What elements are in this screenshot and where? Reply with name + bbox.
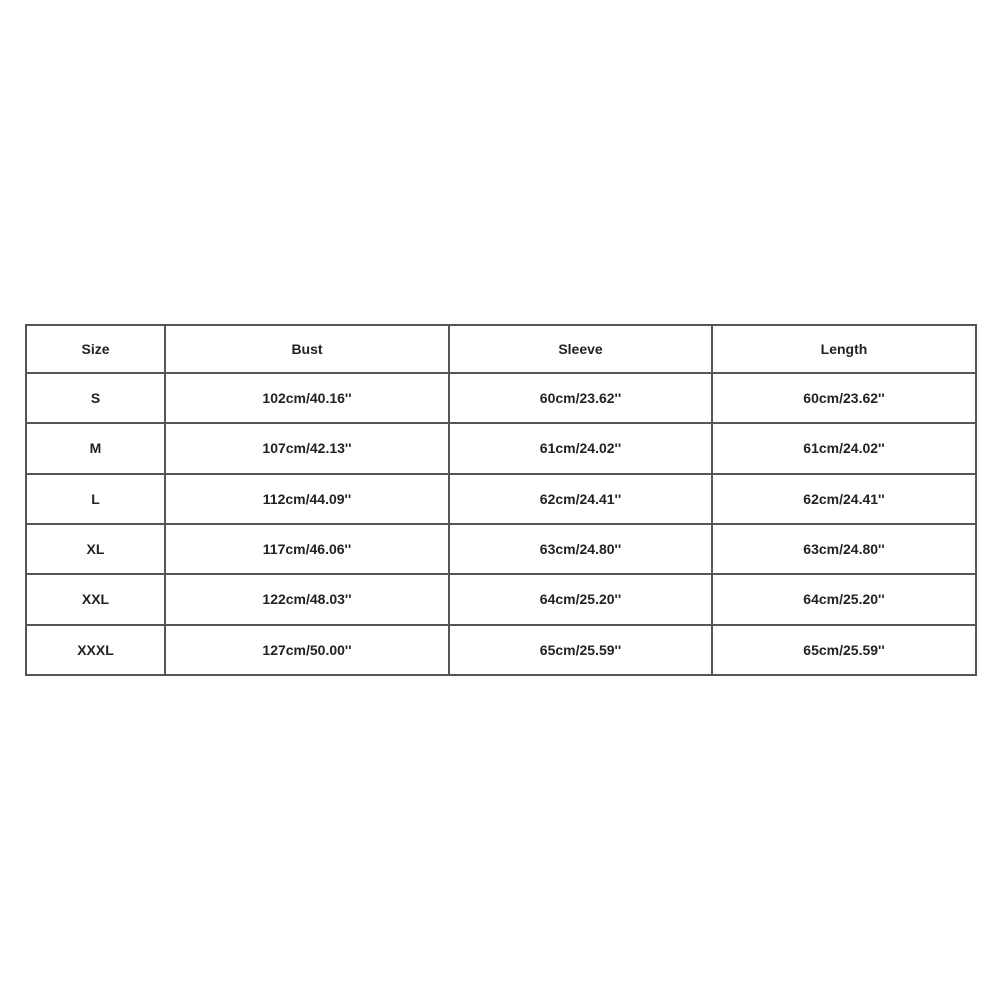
cell-sleeve: 60cm/23.62'' — [449, 373, 712, 423]
cell-sleeve: 62cm/24.41'' — [449, 474, 712, 524]
header-length: Length — [712, 325, 976, 373]
cell-length: 62cm/24.41'' — [712, 474, 976, 524]
cell-size: XXL — [26, 574, 165, 624]
table-row — [26, 423, 976, 473]
size-chart-table — [25, 324, 977, 676]
cell-size: XL — [26, 524, 165, 574]
cell-sleeve: 64cm/25.20'' — [449, 574, 712, 624]
cell-size: S — [26, 373, 165, 423]
cell-bust: 107cm/42.13'' — [165, 423, 449, 473]
table-header-row — [26, 325, 976, 373]
table-row — [26, 524, 976, 574]
cell-sleeve: 61cm/24.02'' — [449, 423, 712, 473]
cell-size: M — [26, 423, 165, 473]
cell-bust: 127cm/50.00'' — [165, 625, 449, 675]
table-row — [26, 574, 976, 624]
table-row — [26, 474, 976, 524]
cell-bust: 102cm/40.16'' — [165, 373, 449, 423]
cell-length: 65cm/25.59'' — [712, 625, 976, 675]
cell-sleeve: 63cm/24.80'' — [449, 524, 712, 574]
cell-bust: 122cm/48.03'' — [165, 574, 449, 624]
cell-length: 60cm/23.62'' — [712, 373, 976, 423]
cell-sleeve: 65cm/25.59'' — [449, 625, 712, 675]
cell-size: L — [26, 474, 165, 524]
cell-length: 61cm/24.02'' — [712, 423, 976, 473]
cell-size: XXXL — [26, 625, 165, 675]
cell-bust: 117cm/46.06'' — [165, 524, 449, 574]
header-sleeve: Sleeve — [449, 325, 712, 373]
cell-length: 64cm/25.20'' — [712, 574, 976, 624]
cell-length: 63cm/24.80'' — [712, 524, 976, 574]
cell-bust: 112cm/44.09'' — [165, 474, 449, 524]
table-row — [26, 373, 976, 423]
header-bust: Bust — [165, 325, 449, 373]
table-row — [26, 625, 976, 675]
header-size: Size — [26, 325, 165, 373]
